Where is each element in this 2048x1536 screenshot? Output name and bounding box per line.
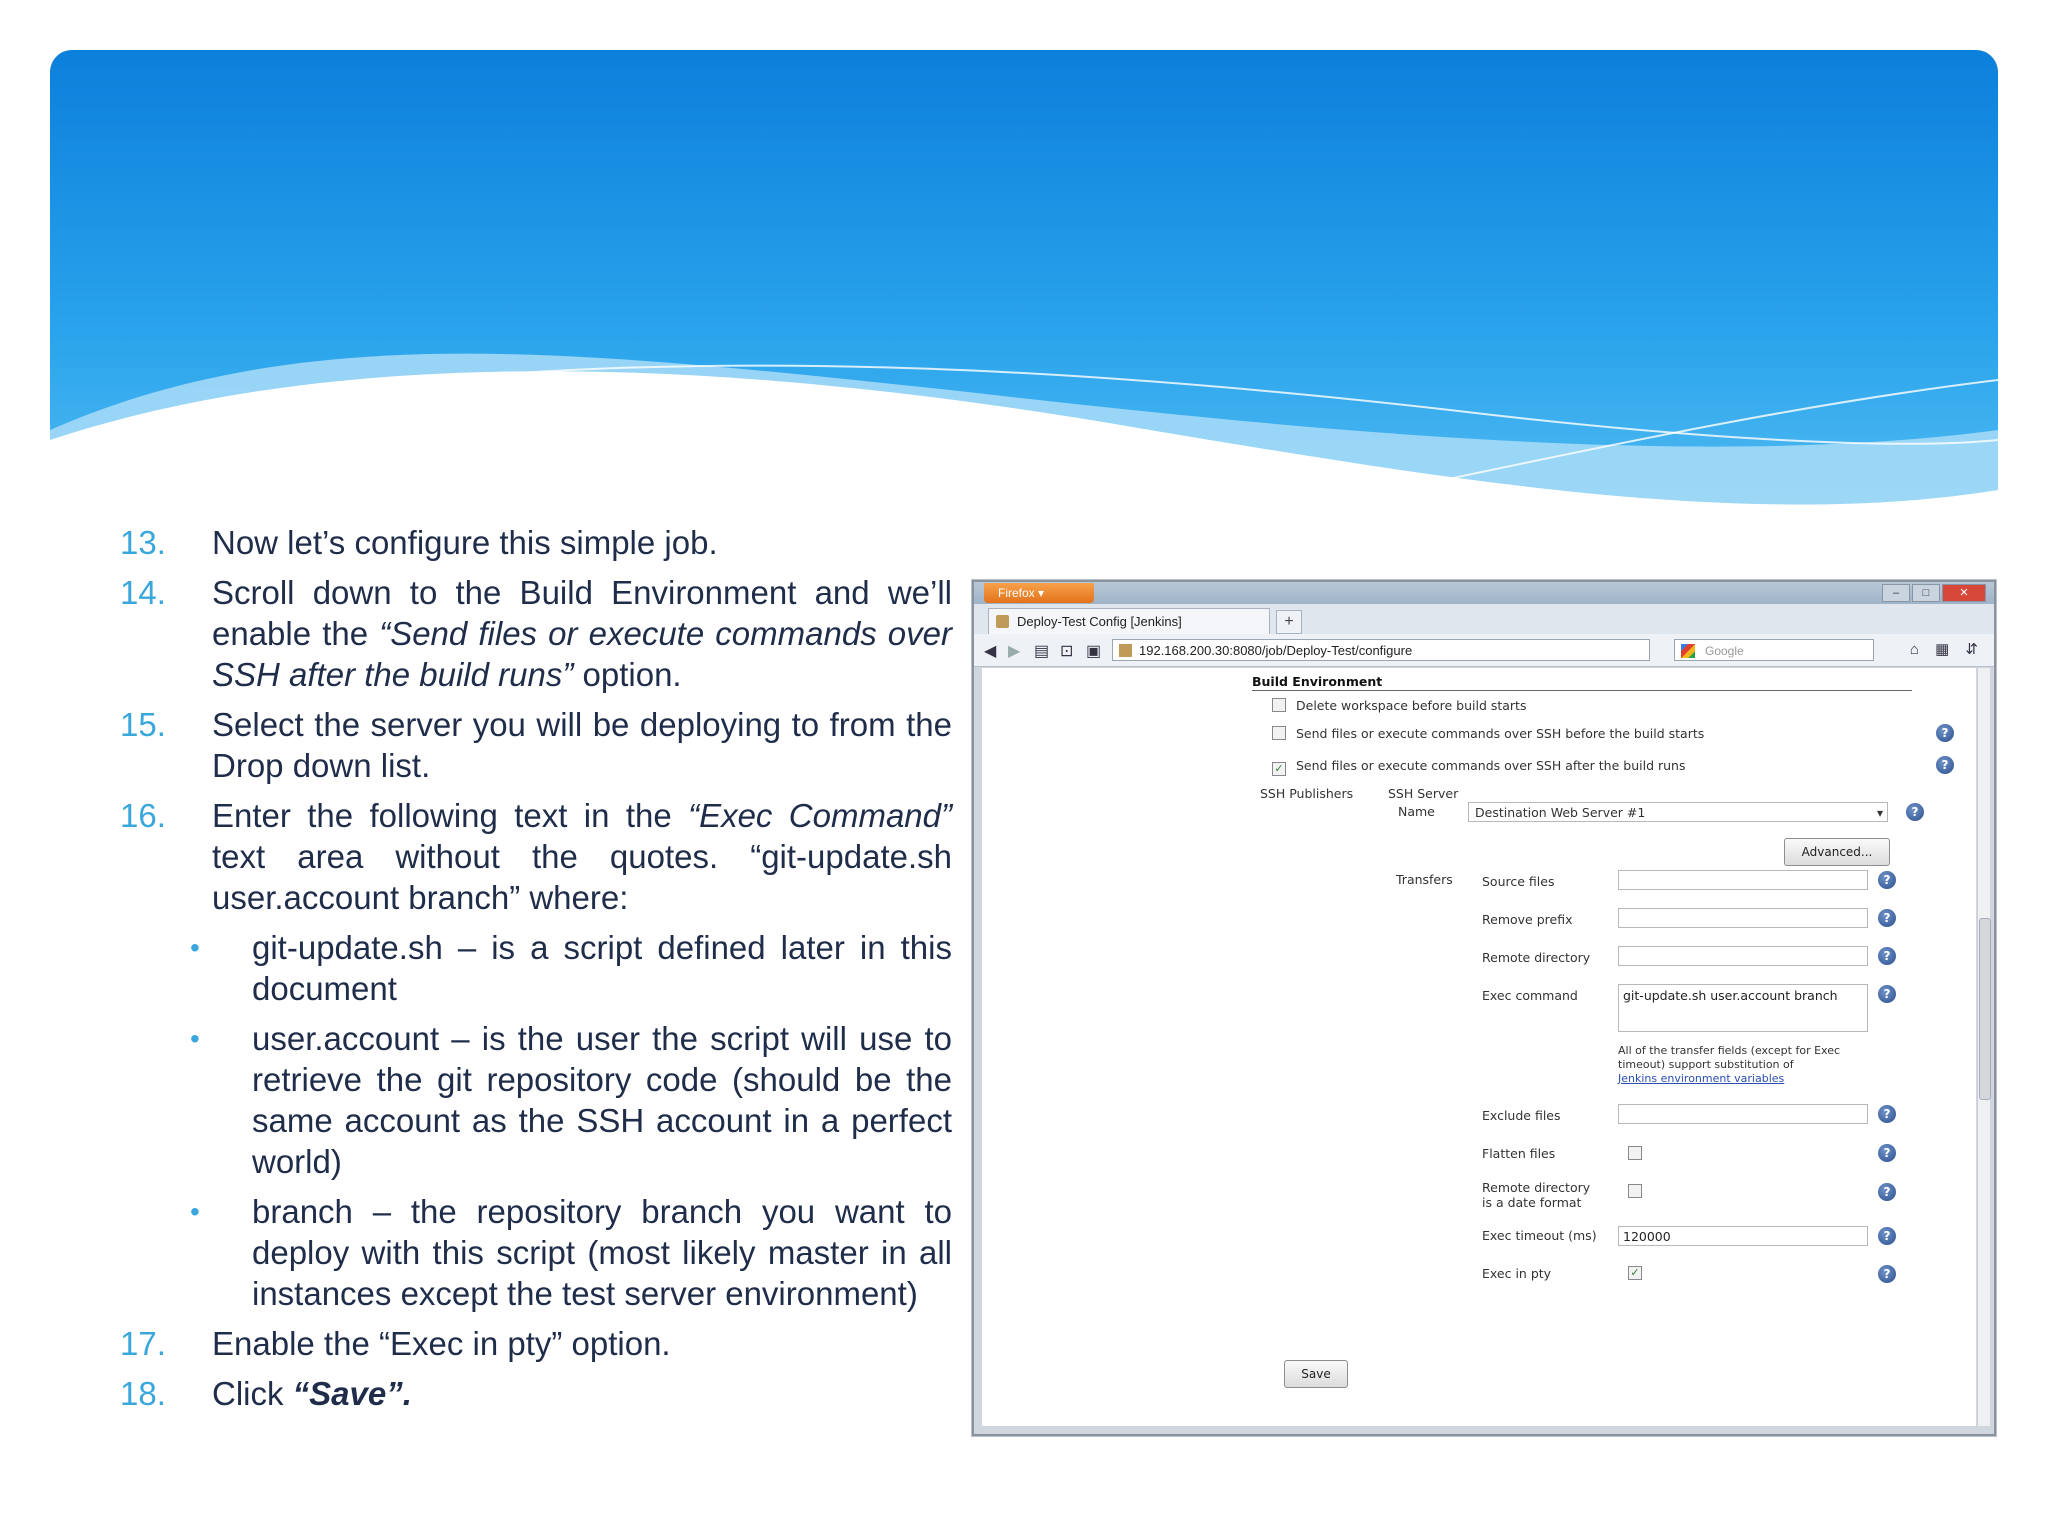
name-label: Name	[1398, 804, 1435, 819]
flatten-files-checkbox[interactable]	[1628, 1146, 1642, 1160]
flatten-files-label: Flatten files	[1482, 1146, 1556, 1161]
close-icon[interactable]: ✕	[1942, 584, 1986, 602]
save-page-icon[interactable]: ⊡	[1060, 643, 1074, 660]
step-17	[120, 1323, 952, 1364]
google-logo-icon	[1681, 644, 1695, 658]
exclude-files-label: Exclude files	[1482, 1108, 1561, 1123]
transfers-label: Transfers	[1396, 872, 1453, 887]
exec-in-pty-label: Exec in pty	[1482, 1266, 1552, 1281]
new-tab-button[interactable]: +	[1276, 610, 1302, 634]
help-icon[interactable]: ?	[1878, 871, 1896, 889]
checkbox-unchecked[interactable]	[1272, 698, 1286, 712]
toolbar-icons[interactable]: ⌂ ▦ ⇵	[1909, 641, 1984, 658]
help-icon[interactable]: ?	[1878, 1265, 1896, 1283]
server-name-select[interactable]	[1468, 802, 1888, 822]
exec-timeout-value: 120000	[1623, 1229, 1671, 1244]
bullet-item	[120, 1018, 952, 1182]
help-icon[interactable]: ?	[1878, 985, 1896, 1003]
ssh-server-label: SSH Server	[1388, 786, 1459, 801]
step-text: Enable the “Exec in pty” option.	[212, 1325, 671, 1362]
tab-strip	[974, 604, 1994, 634]
checkbox-unchecked[interactable]	[1272, 726, 1286, 740]
url-text: 192.168.200.30:8080/job/Deploy-Test/configure	[1139, 643, 1413, 658]
help-icon[interactable]: ?	[1878, 1227, 1896, 1245]
step-number: 18.	[120, 1375, 166, 1412]
ssh-publishers-label: SSH Publishers	[1260, 786, 1354, 801]
section-title: Build Environment	[1252, 674, 1912, 691]
step-text: Enter the following text in the	[212, 797, 689, 834]
step-number: 17.	[120, 1325, 166, 1362]
remote-dir-date-label-line1: Remote directory	[1482, 1180, 1591, 1195]
bullet-dot: •	[190, 932, 200, 963]
step-15	[120, 704, 952, 786]
exec-timeout-label: Exec timeout (ms)	[1482, 1228, 1597, 1243]
ssh-before-build-option[interactable]	[1272, 726, 1704, 741]
minimize-icon[interactable]: –	[1882, 584, 1910, 602]
print-icon[interactable]: ▤	[1034, 643, 1050, 660]
bullet-item	[120, 1191, 952, 1314]
step-text: Scroll down to the Build Environment and we’ll enable the	[212, 574, 952, 652]
window-controls	[1882, 584, 1986, 602]
search-placeholder: Google	[1705, 644, 1744, 658]
advanced-button[interactable]: Advanced...	[1784, 838, 1890, 866]
search-input[interactable]	[1674, 639, 1874, 661]
step-16	[120, 795, 952, 918]
remove-prefix-input[interactable]	[1618, 908, 1868, 928]
exec-command-label: Exec command	[1482, 988, 1578, 1003]
ssh-after-build-option[interactable]	[1272, 758, 1685, 776]
save-button[interactable]: Save	[1284, 1360, 1348, 1388]
checkbox-checked[interactable]: ✓	[1272, 762, 1286, 776]
help-icon[interactable]: ?	[1878, 1144, 1896, 1162]
step-text-end: option.	[573, 656, 682, 693]
tab-deploy-test-config[interactable]	[988, 608, 1270, 634]
bullet-text: user.account – is the user the script will use to retrieve the git repository code (should be the same account as the SSH account in a perfect world)	[252, 1020, 952, 1180]
step-italic-text: “Exec Command”	[688, 797, 953, 834]
tab-title: Deploy-Test Config [Jenkins]	[1017, 614, 1182, 629]
address-bar[interactable]	[1112, 639, 1650, 661]
bullet-item	[120, 927, 952, 1009]
remote-directory-label: Remote directory	[1482, 950, 1591, 965]
step-number: 14.	[120, 574, 166, 611]
remote-dir-date-label	[1482, 1180, 1590, 1210]
step-18	[120, 1373, 952, 1414]
help-icon[interactable]: ?	[1878, 909, 1896, 927]
step-number: 15.	[120, 706, 166, 743]
bullet-dot: •	[190, 1023, 200, 1054]
exec-in-pty-checkbox[interactable]: ✓	[1628, 1266, 1642, 1280]
remote-dir-date-checkbox[interactable]	[1628, 1184, 1642, 1198]
remote-dir-date-label-line2: is a date format	[1482, 1195, 1582, 1210]
site-favicon-icon	[1119, 644, 1132, 657]
option-label: Send files or execute commands over SSH before the build starts	[1296, 726, 1705, 741]
server-name-value: Destination Web Server #1	[1475, 805, 1646, 820]
note-text: All of the transfer fields (except for Exec timeout) support substitution of	[1618, 1044, 1841, 1071]
help-icon[interactable]: ?	[1936, 756, 1954, 774]
step-number: 16.	[120, 797, 166, 834]
step-italic-text: “Send files or execute commands over SSH after the build runs”	[212, 615, 952, 693]
forward-arrow-icon[interactable]: ▶	[1008, 643, 1021, 660]
instruction-list	[120, 522, 952, 1423]
exclude-files-input[interactable]	[1618, 1104, 1868, 1124]
help-icon[interactable]: ?	[1936, 724, 1954, 742]
step-text: Now let’s configure this simple job.	[212, 524, 718, 561]
step-bold-text: “Save”.	[292, 1375, 412, 1412]
jenkins-config-page	[982, 668, 1976, 1426]
step-text-end: text area without the quotes. “git-update.sh user.account branch” where:	[212, 838, 952, 916]
source-files-input[interactable]	[1618, 870, 1868, 890]
help-icon[interactable]: ?	[1878, 1183, 1896, 1201]
browser-titlebar	[974, 582, 1994, 604]
browser-screenshot	[972, 580, 1996, 1436]
exec-command-textarea[interactable]	[1618, 984, 1868, 1032]
source-files-label: Source files	[1482, 874, 1555, 889]
scrollbar-thumb[interactable]	[1979, 918, 1991, 1100]
maximize-icon[interactable]: □	[1912, 584, 1940, 602]
option-label: Send files or execute commands over SSH after the build runs	[1296, 758, 1686, 773]
help-icon[interactable]: ?	[1906, 803, 1924, 821]
bullet-text: branch – the repository branch you want to deploy with this script (most likely master in all instances except the test server environment)	[252, 1193, 952, 1312]
remove-prefix-label: Remove prefix	[1482, 912, 1573, 927]
remote-directory-input[interactable]	[1618, 946, 1868, 966]
header-wave-banner	[50, 50, 1998, 570]
help-icon[interactable]: ?	[1878, 947, 1896, 965]
bullet-dot: •	[190, 1196, 200, 1227]
option-label: Delete workspace before build starts	[1296, 698, 1527, 713]
back-arrow-icon[interactable]: ◀	[984, 643, 997, 660]
step-text: Click	[212, 1375, 293, 1412]
page-scrollbar[interactable]	[1977, 668, 1990, 1426]
bullet-text: git-update.sh – is a script defined later in this document	[252, 929, 952, 1007]
step-13	[120, 522, 952, 563]
navigation-toolbar	[974, 634, 1994, 667]
step-text: Select the server you will be deploying to from the Drop down list.	[212, 706, 952, 784]
jenkins-favicon-icon	[996, 615, 1009, 628]
delete-workspace-option[interactable]	[1272, 698, 1526, 713]
env-variables-link[interactable]: Jenkins environment variables	[1618, 1072, 1785, 1085]
transfer-fields-note	[1618, 1044, 1858, 1086]
step-number: 13.	[120, 524, 166, 561]
exec-timeout-input[interactable]	[1618, 1226, 1868, 1246]
help-icon[interactable]: ?	[1878, 1105, 1896, 1123]
firefox-menu-button[interactable]: Firefox ▾	[984, 583, 1094, 603]
step-14	[120, 572, 952, 695]
identity-icon[interactable]: ▣	[1086, 643, 1102, 660]
exec-command-value: git-update.sh user.account branch	[1623, 988, 1838, 1003]
